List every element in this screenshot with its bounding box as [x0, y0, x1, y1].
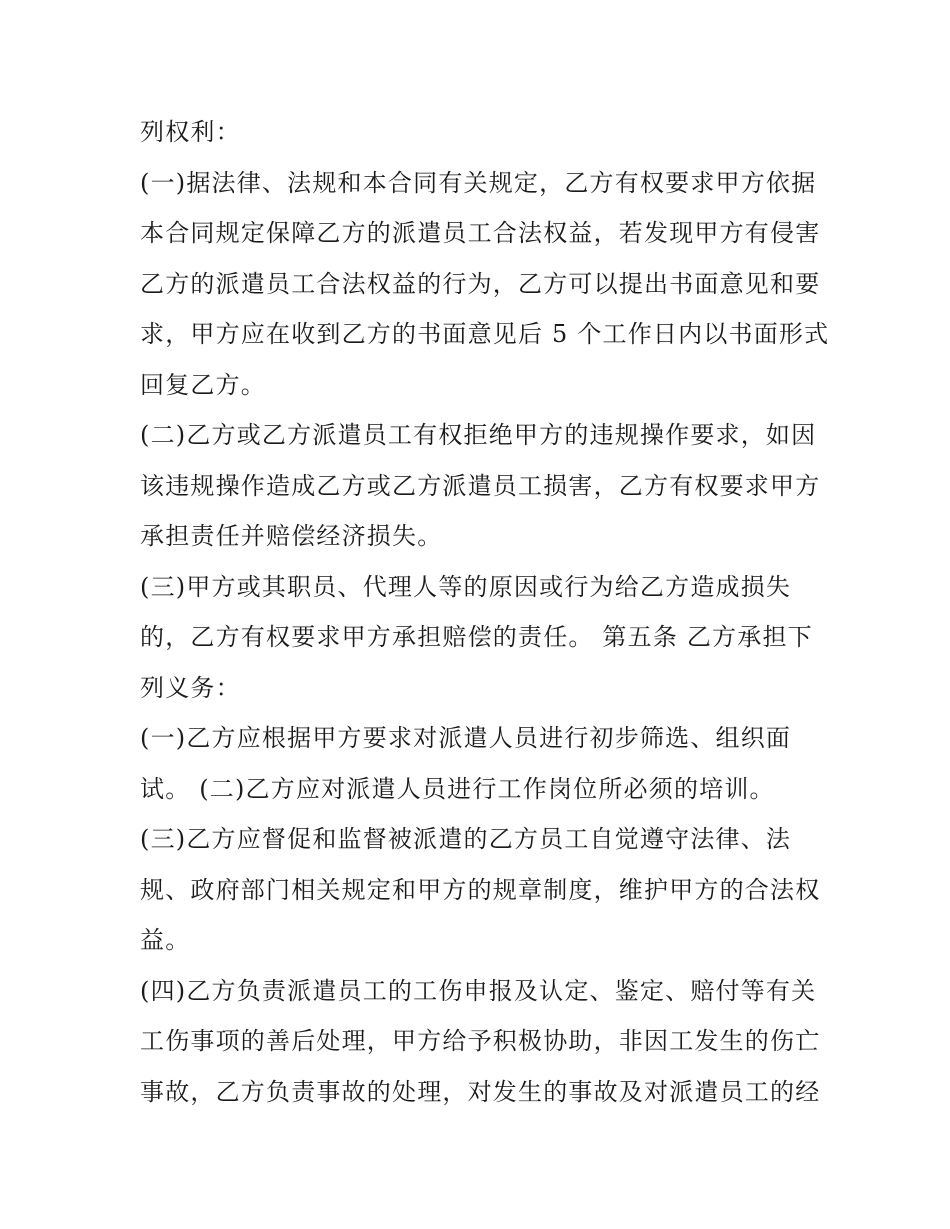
- document-body: [140, 107, 830, 1117]
- text-line: 规、政府部门相关规定和甲方的规章制度，维护甲方的合法权: [140, 875, 821, 904]
- text-line: 工伤事项的善后处理，甲方给予积极协助，非因工发生的伤亡: [140, 1027, 821, 1055]
- text-line: 列义务：: [140, 673, 241, 702]
- text-line: (三)乙方应督促和监督被派遣的乙方员工自觉遵守法律、法: [140, 825, 792, 853]
- text-line: 益。: [140, 926, 191, 954]
- text-line: 列权利：: [140, 118, 241, 146]
- text-line: (一)据法律、法规和本合同有关规定，乙方有权要求甲方依据: [140, 168, 817, 197]
- text-line: 该违规操作造成乙方或乙方派遣员工损害，乙方有权要求甲方: [140, 471, 821, 500]
- text-line: (三)甲方或其职员、代理人等的原因或行为给乙方造成损失: [140, 572, 792, 601]
- text-line: (二)乙方或乙方派遣员工有权拒绝甲方的违规操作要求，如因: [140, 421, 817, 449]
- text-line: 试。 (二)乙方应对派遣人员进行工作岗位所必须的培训。: [140, 774, 775, 803]
- text-line: 的，乙方有权要求甲方承担赔偿的责任。 第五条 乙方承担下: [140, 623, 813, 651]
- text-line: 承担责任并赔偿经济损失。: [140, 522, 443, 550]
- text-line: 事故，乙方负责事故的处理，对发生的事故及对派遣员工的经: [140, 1077, 821, 1106]
- text-line: (一)乙方应根据甲方要求对派遣人员进行初步筛选、组织面: [140, 724, 792, 752]
- text-line: (四)乙方负责派遣员工的工伤申报及认定、鉴定、赔付等有关: [140, 976, 817, 1005]
- text-line: 求，甲方应在收到乙方的书面意见后 5 个工作日内以书面形式: [140, 320, 830, 348]
- text-line: 本合同规定保障乙方的派遣员工合法权益，若发现甲方有侵害: [140, 219, 821, 247]
- text-line: 回复乙方。: [140, 370, 266, 399]
- text-line: 乙方的派遣员工合法权益的行为，乙方可以提出书面意见和要: [140, 269, 821, 298]
